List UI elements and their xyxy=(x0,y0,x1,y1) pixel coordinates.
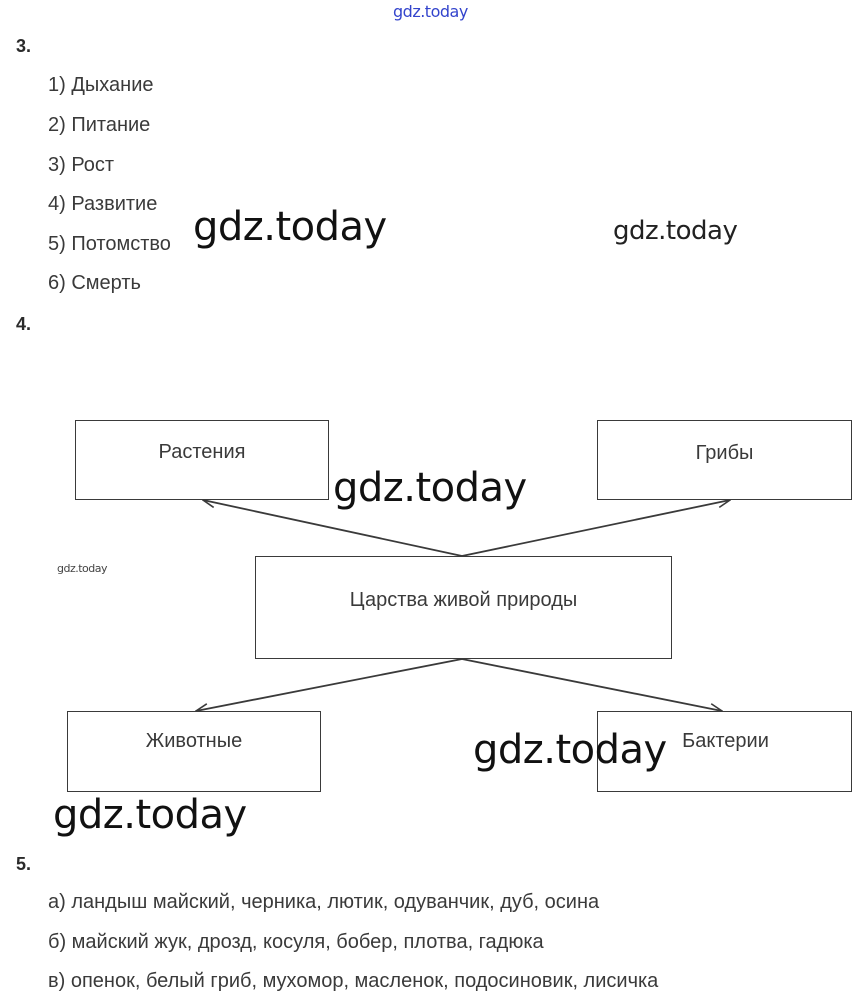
kingdoms-center-label: Царства живой природы xyxy=(349,589,578,611)
task5-item-b: б) майский жук, дрозд, косуля, бобер, плотва, гадюка xyxy=(48,931,544,953)
arrow-to-animals xyxy=(196,659,462,711)
kingdoms-center-box xyxy=(255,556,672,659)
plants-box xyxy=(75,420,329,500)
task3-item-4: 4) Развитие xyxy=(48,193,158,215)
task5-item-a: а) ландыш майский, черника, лютик, одуванчик, дуб, осина xyxy=(48,891,600,913)
watermark: gdz.today xyxy=(473,727,667,773)
watermark: gdz.today xyxy=(613,216,738,246)
fungi-box xyxy=(597,420,852,500)
task3-item-2: 2) Питание xyxy=(48,114,151,136)
watermark: gdz.today xyxy=(53,792,247,838)
task5-item-c: в) опенок, белый гриб, мухомор, масленок, подосиновик, лисичка xyxy=(48,970,659,992)
watermark-small: gdz.today xyxy=(57,562,108,575)
watermark-top: gdz.today xyxy=(393,2,468,21)
fungi-label: Грибы xyxy=(695,441,754,464)
arrow-to-bacteria xyxy=(462,659,722,711)
task3-item-6: 6) Смерть xyxy=(48,272,141,294)
watermark: gdz.today xyxy=(193,204,387,250)
task3-item-5: 5) Потомство xyxy=(48,233,171,255)
task3-number: 3. xyxy=(16,36,32,56)
animals-box xyxy=(67,711,321,792)
plants-label: Растения xyxy=(158,440,246,463)
bacteria-label: Бактерии xyxy=(682,730,769,752)
task5-number: 5. xyxy=(16,854,32,874)
task3-item-1: 1) Дыхание xyxy=(48,74,154,96)
animals-label: Животные xyxy=(145,730,243,752)
task4-number: 4. xyxy=(16,314,32,334)
watermark: gdz.today xyxy=(333,465,527,511)
task3-item-3: 3) Рост xyxy=(48,154,115,176)
